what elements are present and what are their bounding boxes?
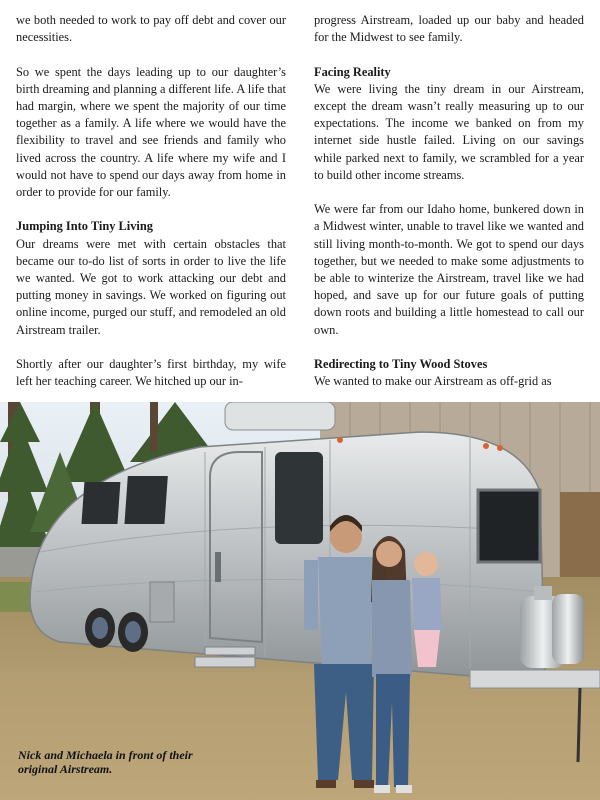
- paragraph: Our dreams were met with certain obstacles that became our to-do list of sorts in order to live the life we wanted. We got to work attacking our debt and putting money in savings. We worked on figuring out online income, purged our stuff, and remodeled an old Airstream trailer.: [16, 236, 286, 337]
- paragraph: Shortly after our daughter’s first birthday, my wife left her teaching career. We hitched up our in-: [16, 357, 286, 389]
- left-column: [16, 12, 286, 396]
- section-heading: Redirecting to Tiny Wood Stoves: [314, 357, 488, 372]
- airstream-photo: [0, 402, 600, 800]
- right-column: [314, 12, 584, 396]
- paragraph: So we spent the days leading up to our daughter’s birth dreaming and planning a different life. A life that had margin, where we spent the majority of our time together as a family. A life where we would have the flexibility to travel and see friends and family who lived across the country. A life where my wife and I would not have to spend our days away from home in order to provide for our family.: [16, 64, 286, 200]
- airstream-photo-illustration: [0, 402, 600, 800]
- paragraph: We were far from our Idaho home, bunkered down in a Midwest winter, unable to travel like we wanted and still living month-to-month. We got to spend our days together, but we needed to make some adjustments to be able to winterize the Airstream, travel like we had hoped, and save up for our future goals of putting down roots and building a little homestead to call our own.: [314, 202, 584, 337]
- section-heading: Jumping Into Tiny Living: [16, 219, 153, 234]
- paragraph: We were living the tiny dream in our Airstream, except the dream wasn’t really measuring up to our expectations. The income we banked on from my internet side hustle failed. Living on our savings while parked next to family, we scrambled for a year to build other income streams.: [314, 81, 584, 182]
- photo-caption: Nick and Michaela in front of their original Airstream.: [18, 748, 193, 776]
- article-columns: [16, 12, 584, 396]
- section-heading: Facing Reality: [314, 64, 391, 79]
- paragraph: we both needed to work to pay off debt and cover our necessities.: [16, 13, 286, 45]
- paragraph: We wanted to make our Airstream as off-grid as: [314, 374, 552, 389]
- paragraph: progress Airstream, loaded up our baby and headed for the Midwest to see family.: [314, 13, 584, 45]
